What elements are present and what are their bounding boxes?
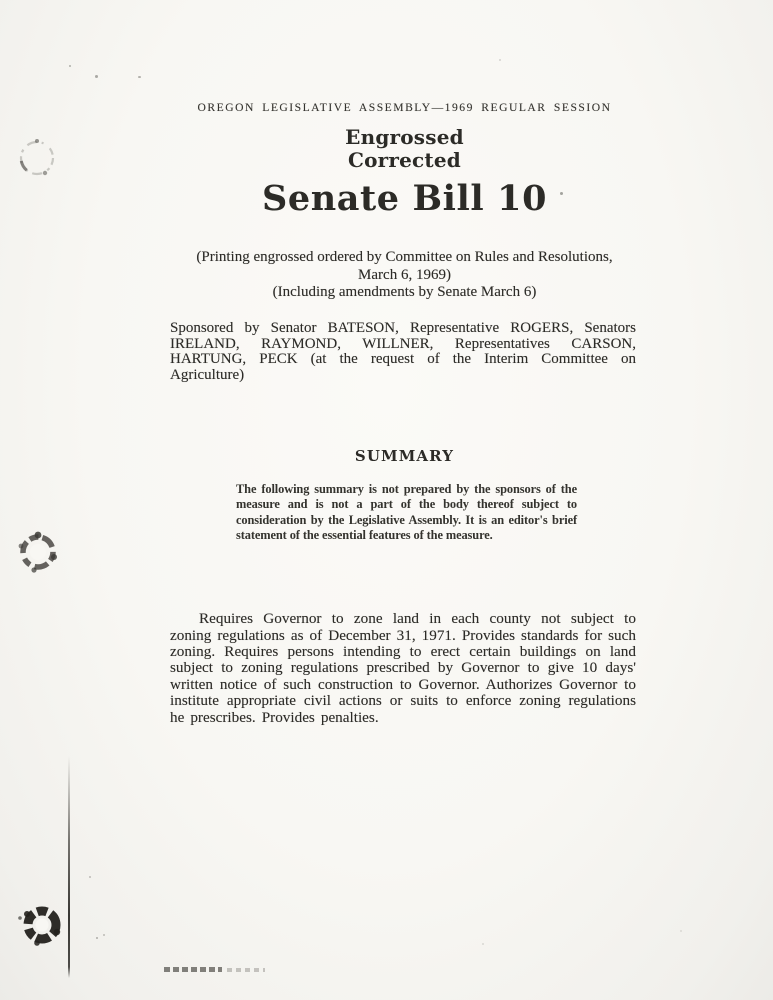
scan-speck [69, 65, 71, 67]
scan-speck [89, 876, 91, 878]
bill-title: Senate Bill 10 [261, 178, 548, 219]
scan-speck [499, 59, 501, 61]
sponsors-paragraph: Sponsored by Senator BATESON, Representative ROGERS, Senators IRELAND, RAYMOND, WILLNER, Representatives CARSON, HARTUNG, PECK (at the request of the Interim Committee on Agriculture) [170, 320, 636, 383]
fold-line [68, 756, 70, 978]
punch-mark-top-icon [14, 135, 60, 181]
scan-speck [482, 943, 484, 945]
scan-speck [138, 76, 141, 78]
summary-editor-note: The following summary is not prepared by the sponsors of the measure and is not a part of the body thereof subject to consideration by the Legislative Assembly. It is an editor's brief statement of the essential features of the measure. [236, 482, 577, 542]
session-header: OREGON LEGISLATIVE ASSEMBLY—1969 REGULAR SESSION [197, 101, 612, 114]
scan-speck [560, 192, 563, 195]
scan-speck [96, 937, 98, 939]
summary-heading: SUMMARY [354, 447, 455, 465]
scan-speck [680, 930, 682, 932]
status-block [36, 126, 773, 172]
printing-note-line1: (Printing engrossed ordered by Committee on Rules and Resolutions, [196, 249, 613, 265]
summary-body: Requires Governor to zone land in each county not subject to zoning regulations as of December 31, 1971. Provides standards for such zoning. Requires persons intending to erect certain buildings on land subject to zoning regulations prescribed by Governor to give 10 days' written notice of such construction to Governor. Authorizes Governor to institute appropriate civil actions or suits to enforce zoning regulations he prescribes. Provides penalties. [170, 610, 636, 726]
scan-speck [95, 75, 98, 78]
punch-mark-middle-icon [12, 526, 64, 578]
footer-smudge-faint [227, 968, 265, 972]
status-corrected: Corrected [348, 148, 461, 172]
footer-smudge [164, 967, 222, 972]
printing-note [36, 249, 773, 302]
punch-mark-bottom-icon [16, 899, 68, 951]
printing-note-line2: March 6, 1969) [358, 266, 451, 283]
scan-speck [103, 934, 105, 936]
status-engrossed: Engrossed [345, 125, 464, 149]
printing-note-line3: (Including amendments by Senate March 6) [272, 284, 537, 301]
